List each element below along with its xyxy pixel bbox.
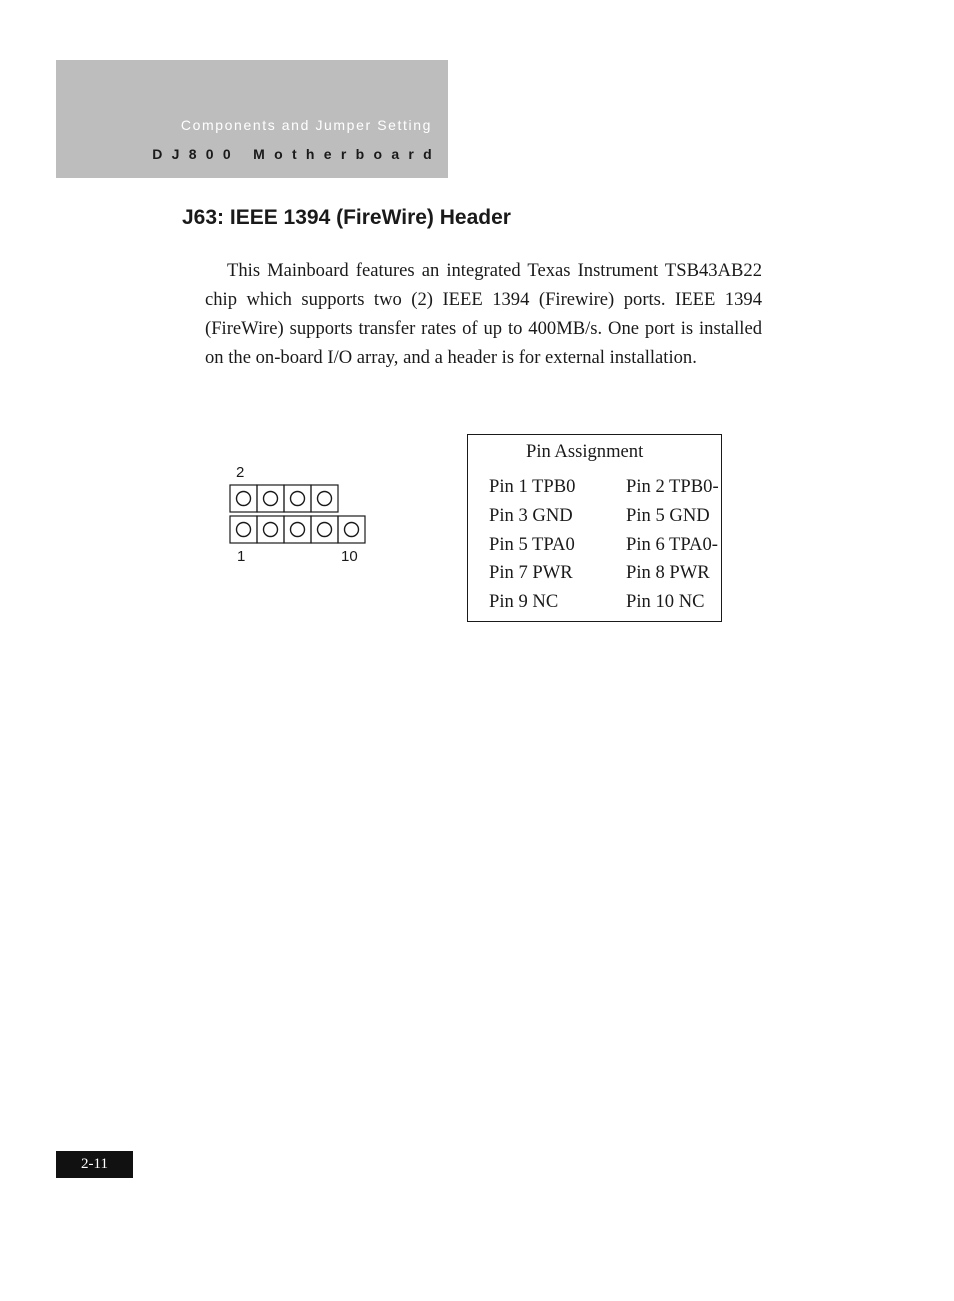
bottom-row-cell [284,516,311,543]
top-row-cell [311,485,338,512]
bottom-row-pin [237,523,251,537]
pin-label-1: 1 [237,548,246,565]
pins-bottom-row [230,516,365,543]
pin-row [489,505,710,527]
pin-cell: Pin 7 PWR [489,562,573,583]
pin-cell: Pin 1 TPB0 [489,476,576,497]
bottom-row-pin [291,523,305,537]
header-band [56,60,448,178]
pin-row [489,534,718,556]
bottom-row-pin [345,523,359,537]
product-name: DJ800 Motherboard [152,146,441,162]
section-paragraph: This Mainboard features an integrated Texas Instrument TSB43AB22 chip which supports two (2) IEEE 1394 (Firewire) ports. IEEE 1394 (FireWire) supports transfer rates of up to 400MB/s. One port is installed on the on-board I/O array, and a header is for external installation. [205,260,762,368]
pin-cell: Pin 10 NC [626,591,705,612]
pin-label-10: 10 [341,548,358,565]
bottom-row-cell [338,516,365,543]
top-row-cell [284,485,311,512]
bottom-row-cell [311,516,338,543]
top-row-pin [237,492,251,506]
top-row-pin [291,492,305,506]
bottom-row-cell [230,516,257,543]
top-row-cell [230,485,257,512]
pins-top-row [230,485,338,512]
pin-row [489,562,710,584]
pin-assignment-title: Pin Assignment [526,441,644,462]
chapter-title: Components and Jumper Setting [180,117,432,133]
pin-row [489,476,719,498]
top-row-pin [264,492,278,506]
pin-cell: Pin 6 TPA0- [626,534,718,555]
pin-row [489,591,705,613]
section-title: J63: IEEE 1394 (FireWire) Header [182,206,511,229]
pin-cell: Pin 9 NC [489,591,559,612]
bottom-row-pin [318,523,332,537]
pin-cell: Pin 8 PWR [626,562,710,583]
pin-cell: Pin 2 TPB0- [626,476,719,497]
bottom-row-cell [257,516,284,543]
bottom-row-pin [264,523,278,537]
pin-assignment-table [467,434,722,622]
pin-header-diagram [229,460,379,570]
pin-cell: Pin 5 GND [626,505,710,526]
top-row-pin [318,492,332,506]
page-number: 2-11 [56,1151,133,1178]
pin-cell: Pin 3 GND [489,505,573,526]
top-row-cell [257,485,284,512]
pin-cell: Pin 5 TPA0 [489,534,575,555]
pin-label-2: 2 [236,464,245,481]
